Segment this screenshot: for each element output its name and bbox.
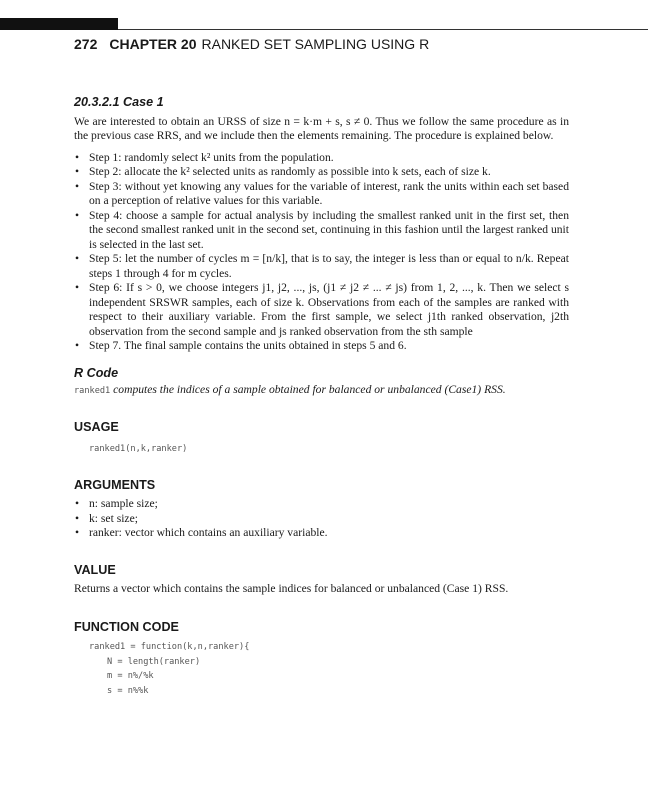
page-body (74, 95, 569, 698)
code-line: N = length(ranker) (107, 656, 201, 667)
header-bar (0, 18, 118, 30)
value-heading: VALUE (74, 562, 116, 577)
rcode-heading: R Code (74, 365, 119, 380)
function-code-heading: FUNCTION CODE (74, 619, 179, 634)
code-line: s = n%%k (107, 685, 149, 696)
arguments-heading: ARGUMENTS (74, 477, 156, 492)
step-item: • Step 4: choose a sample for actual analysis by including the smallest ranked unit in the first set, then the second smallest ranked unit in the second set, continuing in this fashion until the largest ranked unit is selected in the last set. (74, 209, 569, 253)
chapter-label: CHAPTER 20 (109, 36, 197, 52)
function-code-block (74, 640, 569, 698)
running-header (74, 36, 429, 52)
arguments-list (74, 497, 569, 541)
usage-code (74, 442, 569, 457)
rcode-description (74, 383, 569, 399)
steps-list (74, 151, 569, 354)
step-item: • Step 5: let the number of cycles m = [n/k], that is to say, the integer is less than or equal to n/k. Repeat steps 1 through 4 for m cycles. (74, 252, 569, 281)
page-number: 272 (74, 36, 98, 52)
argument-item: • n: sample size; (74, 497, 569, 512)
usage-heading: USAGE (74, 419, 119, 434)
intro-paragraph: We are interested to obtain an URSS of size n = k·m + s, s ≠ 0. Thus we follow the same procedure as in the previous case RRS, and we include then the elements remaining. The procedure is explained below. (74, 114, 569, 142)
step-item: • Step 3: without yet knowing any values for the variable of interest, rank the units within each set based on a perception of relative values for this variable. (74, 180, 569, 209)
step-item: • Step 7. The final sample contains the units obtained in steps 5 and 6. (74, 339, 569, 354)
value-text: Returns a vector which contains the sample indices for balanced or unbalanced (Case 1) RSS. (74, 582, 509, 595)
description-text: computes the indices of a sample obtained for balanced or unbalanced (Case1) RSS. (113, 383, 506, 396)
chapter-title: RANKED SET SAMPLING USING R (201, 36, 430, 52)
argument-item: • k: set size; (74, 512, 569, 527)
section-heading: 20.3.2.1 Case 1 (74, 95, 164, 109)
step-item: • Step 2: allocate the k² selected units as randomly as possible into k sets, each of size k. (74, 165, 569, 180)
function-name: ranked1 (74, 386, 111, 396)
step-item: • Step 1: randomly select k² units from the population. (74, 151, 569, 166)
code-line: ranked1 = function(k,n,ranker){ (89, 642, 250, 652)
header-rule (118, 29, 648, 30)
usage-code-line: ranked1(n,k,ranker) (89, 444, 188, 454)
argument-item: • ranker: vector which contains an auxiliary variable. (74, 526, 569, 541)
step-item: • Step 6: If s > 0, we choose integers j1, j2, ..., js, (j1 ≠ j2 ≠ ... ≠ js) from 1, 2, ..., k. Then we select s independent SRSWR samples, each of size k. Observations from each of the samples are ranked with respect to their auxiliary variable. From the first sample, we select j1th ranked observation, j2th observation from the second sample and js ranked observation from the sth sample (74, 281, 569, 339)
code-line: m = n%/%k (107, 671, 154, 681)
